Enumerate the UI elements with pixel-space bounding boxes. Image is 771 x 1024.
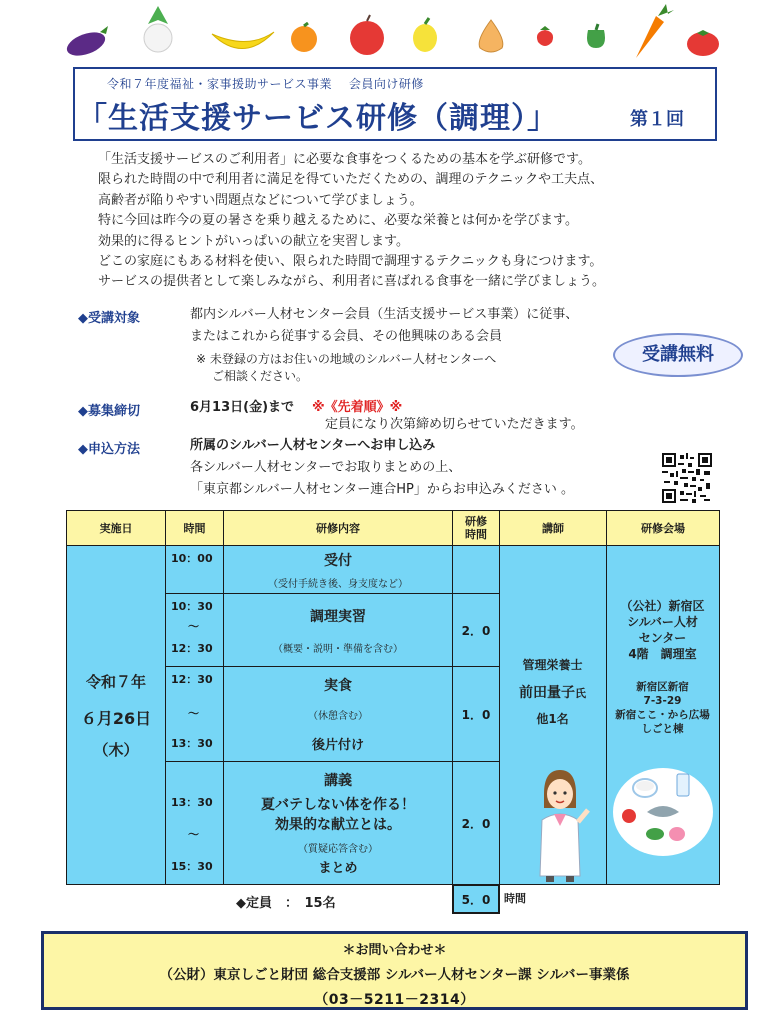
session-content [223, 761, 453, 885]
intro-line: サービスの提供者として楽しみながら、利用者に喜ばれる食事を一緒に学びましょう。 [98, 274, 606, 290]
intro-line: 特に今回は昨今の夏の暑さを乗り越えるために、必要な栄養とは何かを学びます。 [98, 213, 578, 229]
session-content [223, 545, 453, 594]
header-hours: 研修 時間 [452, 510, 500, 546]
time-tilde: ～ [188, 707, 199, 720]
intro-line: どこの家庭にもある材料を使い、限られた時間で調理するテクニックも身につけます。 [98, 254, 603, 270]
apply-line-2: 各シルバー人材センターでお取りまとめの上、 [190, 460, 462, 475]
contact-heading: ＊お問い合わせ＊ [342, 943, 447, 958]
venue-address [607, 680, 718, 736]
instructor-others: 他1名 [536, 712, 569, 726]
session-content [223, 593, 453, 667]
deadline-date: 6月13日(金)まで [190, 400, 295, 415]
instructor-name: 前田量子 [519, 685, 575, 701]
instructor-honorific: 氏 [575, 687, 586, 700]
intro-line: 高齢者が陥りやすい問題点などについて学びましょう。 [98, 192, 423, 208]
venue-name-block [607, 598, 718, 662]
session-detail: （受付手続き後、身支度など） [268, 578, 408, 590]
time-cell [165, 666, 224, 762]
time-end: 15：30 [171, 860, 213, 873]
title-subtitle: 令和７年度福祉・家事援助サービス事業 会員向け研修 [107, 77, 424, 91]
session-title-line-2: 夏バテしない体を作る！ [261, 797, 415, 813]
deadline-note: 定員になり次第締め切らせていただきます。 [325, 417, 584, 432]
time-cell [165, 545, 224, 594]
date-era: 令和７年 [85, 672, 146, 691]
schedule-table [66, 510, 720, 884]
deadline-label: ◆募集締切 [78, 404, 140, 419]
session-detail: （休憩含む） [308, 711, 368, 722]
session-content [223, 666, 453, 762]
instructor-role: 管理栄養士 [522, 658, 583, 672]
page-title: 「生活支援サービス研修（調理）」 [77, 101, 558, 136]
time-end: 12：30 [171, 642, 213, 655]
hours-cell [452, 545, 500, 594]
title-banner [73, 67, 717, 141]
intro-line: 「生活支援サービスのご利用者」に必要な食事をつくるための基本を学ぶ研修です。 [98, 152, 591, 167]
session-title: 調理実習 [310, 608, 366, 625]
date-day: ６月26日 [80, 708, 152, 728]
venue-org: （公社）新宿区 [620, 599, 705, 613]
session-title: 実食 [324, 678, 352, 694]
venue-addr-1: 新宿区新宿 [636, 681, 689, 693]
session-title-line-3: 効果的な献立とは。 [275, 817, 401, 833]
time-start: 12：30 [171, 673, 213, 686]
banana-icon [208, 24, 278, 58]
total-hours-box [452, 884, 500, 914]
free-admission-badge: 受講無料 [613, 333, 743, 377]
first-come-note: ※《先着順》※ [312, 400, 403, 415]
session-title: 受付 [324, 552, 352, 569]
green-pepper-icon [580, 20, 612, 52]
contact-box [41, 931, 748, 1010]
tomato-icon [684, 26, 722, 58]
venue-room: 4階 調理室 [628, 647, 697, 661]
header-venue: 研修会場 [606, 510, 720, 546]
target-note-1: ※ 未登録の方はお住いの地域のシルバー人材センターへ [196, 352, 497, 366]
total-hours-unit: 時間 [504, 892, 526, 905]
lemon-icon [410, 16, 440, 54]
apply-line-3: 「東京都シルバー人材センター連合HP」からお申込みください 。 [190, 482, 574, 497]
target-line-1: 都内シルバー人材センター会員（生活支援サービス事業）に従事、 [190, 307, 579, 322]
time-start: 10：30 [171, 600, 213, 613]
strawberry-icon [532, 24, 558, 50]
intro-paragraph [98, 150, 698, 293]
turnip-icon [130, 2, 186, 58]
session-detail: （質疑応答含む） [298, 844, 378, 855]
date-cell [66, 545, 166, 885]
hours-cell [452, 593, 500, 667]
contact-phone[interactable]: （03－5211－2314） [314, 992, 475, 1008]
session-extra: まとめ [318, 861, 358, 876]
session-detail: （概要・説明・準備を含む） [273, 643, 403, 655]
vegetable-illustration-row [60, 2, 720, 64]
time-start: 13：30 [171, 796, 213, 809]
venue-addr-2: 7-3-29 [643, 695, 682, 707]
venue-cell [606, 545, 720, 885]
header-time: 時間 [165, 510, 224, 546]
venue-name-2: センター [638, 631, 687, 645]
header-date: 実施日 [66, 510, 166, 546]
apply-label: ◆申込方法 [78, 442, 140, 457]
intro-line: 効果的に得るヒントがいっぱいの献立を実習します。 [98, 233, 409, 249]
contact-org: （公財）東京しごと財団 総合支援部 シルバー人材センター課 シルバー事業係 [159, 967, 630, 983]
venue-addr-4: しごと棟 [641, 723, 684, 735]
target-label: ◆受講対象 [78, 311, 140, 326]
instructor-cell [499, 545, 607, 885]
time-tilde: ～ [188, 620, 199, 633]
target-line-2: またはこれから従事する会員、その他興味のある会員 [190, 329, 503, 344]
food-plate-illustration [611, 760, 717, 860]
title-session-number: 第１回 [630, 109, 684, 130]
time-tilde: ～ [188, 828, 199, 841]
session-hours: 1．0 [461, 707, 491, 722]
venue-addr-3: 新宿ここ・から広場 [615, 709, 710, 721]
total-hours: 5．0 [461, 892, 491, 907]
time-start: 10：00 [171, 552, 213, 565]
header-instructor: 講師 [499, 510, 607, 546]
qr-code-icon[interactable] [662, 453, 712, 503]
hours-cell [452, 761, 500, 885]
venue-name-1: シルバー人材 [627, 615, 698, 629]
apple-icon [344, 12, 390, 56]
orange-icon [288, 22, 320, 54]
session-extra: 後片付け [311, 738, 364, 753]
instructor-name-line [500, 682, 605, 702]
time-cell [165, 593, 224, 667]
eggplant-icon [64, 20, 110, 58]
session-hours: 2．0 [461, 816, 491, 831]
header-content: 研修内容 [223, 510, 453, 546]
apply-line-1: 所属のシルバー人材センターへお申し込み [190, 438, 436, 453]
nutritionist-illustration [530, 764, 590, 884]
capacity-label: ◆定員 ： 15名 [236, 896, 336, 911]
time-end: 13：30 [171, 737, 213, 750]
session-title: 講義 [324, 773, 352, 789]
target-note-2: ご相談ください。 [212, 369, 309, 383]
carrot-icon [626, 2, 676, 62]
time-cell [165, 761, 224, 885]
hours-cell [452, 666, 500, 762]
onion-icon [470, 14, 512, 56]
intro-line: 限られた時間の中で利用者に満足を得ていただくための、調理のテクニックや工夫点、 [98, 172, 604, 188]
date-weekday: （木） [93, 740, 139, 759]
session-hours: 2．0 [461, 623, 491, 638]
